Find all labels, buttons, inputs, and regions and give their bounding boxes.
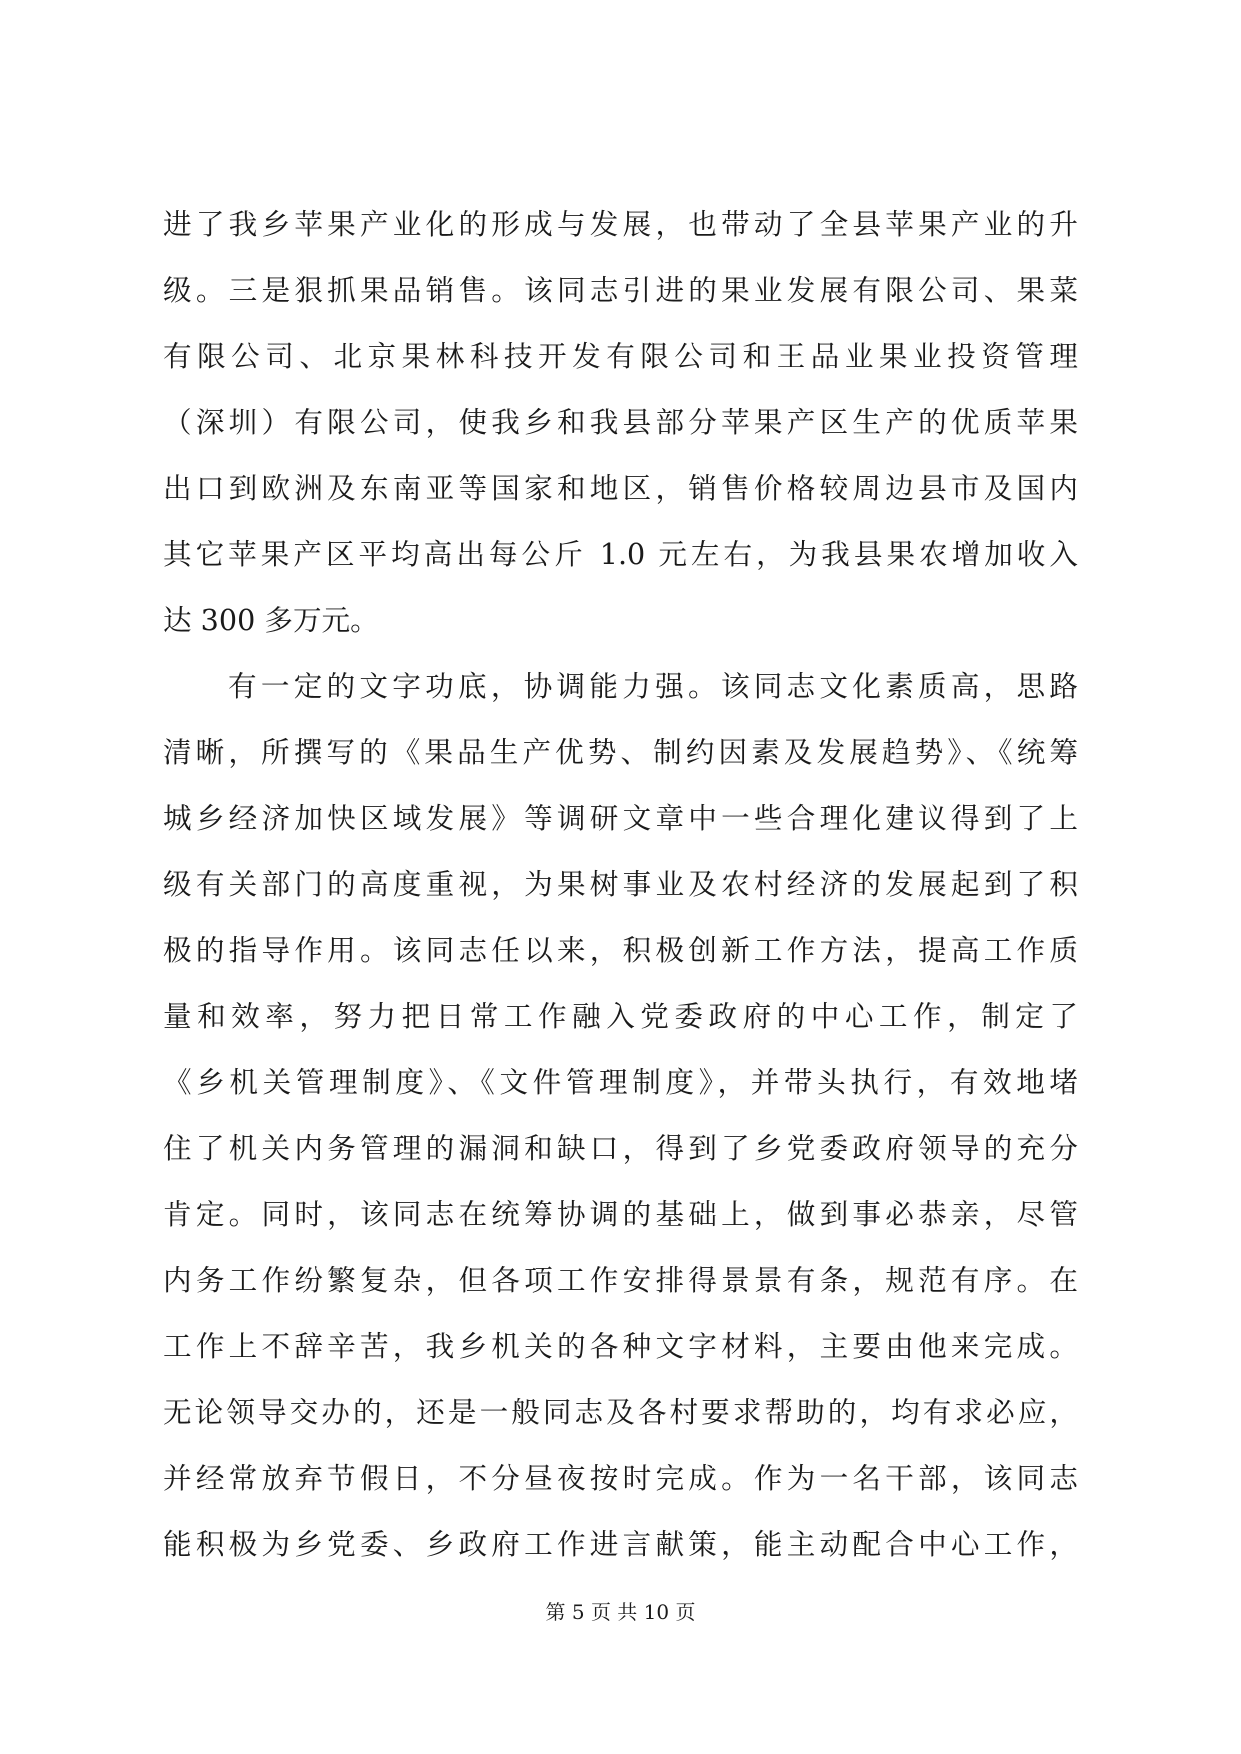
- text-line: 其它苹果产区平均高出每公斤 1.0 元左右，为我县果农增加收入: [163, 537, 1078, 571]
- text-line: 极的指导作用。该同志任以来，积极创新工作方法，提高工作质: [163, 933, 1078, 967]
- text-line: 出口到欧洲及东南亚等国家和地区，销售价格较周边县市及国内: [163, 471, 1078, 505]
- text-line: 级有关部门的高度重视，为果树事业及农村经济的发展起到了积: [163, 867, 1078, 901]
- text-line: 肯定。同时，该同志在统筹协调的基础上，做到事必恭亲，尽管: [163, 1197, 1078, 1231]
- text-line: 住了机关内务管理的漏洞和缺口，得到了乡党委政府领导的充分: [163, 1131, 1078, 1165]
- text-line: 无论领导交办的，还是一般同志及各村要求帮助的，均有求必应，: [163, 1395, 1078, 1429]
- text-line: 城乡经济加快区域发展》等调研文章中一些合理化建议得到了上: [163, 801, 1078, 835]
- text-line: 内务工作纷繁复杂，但各项工作安排得景景有条，规范有序。在: [163, 1263, 1078, 1297]
- text-line: 级。三是狠抓果品销售。该同志引进的果业发展有限公司、果菜: [163, 273, 1078, 307]
- page-number-footer: 第 5 页 共 10 页: [545, 1600, 696, 1624]
- text-line: 能积极为乡党委、乡政府工作进言献策，能主动配合中心工作，: [163, 1527, 1078, 1561]
- text-line: 达 300 多万元。: [163, 603, 379, 637]
- paragraph-first-line: 有一定的文字功底，协调能力强。该同志文化素质高，思路: [228, 669, 1078, 703]
- text-line: 《乡机关管理制度》、《文件管理制度》，并带头执行，有效地堵: [163, 1065, 1078, 1099]
- text-line: 进了我乡苹果产业化的形成与发展，也带动了全县苹果产业的升: [163, 207, 1078, 241]
- text-line: （深圳）有限公司，使我乡和我县部分苹果产区生产的优质苹果: [163, 405, 1078, 439]
- text-line: 并经常放弃节假日，不分昼夜按时完成。作为一名干部，该同志: [163, 1461, 1078, 1495]
- text-line: 工作上不辞辛苦，我乡机关的各种文字材料，主要由他来完成。: [163, 1329, 1078, 1363]
- text-line: 有限公司、北京果林科技开发有限公司和王品业果业投资管理: [163, 339, 1078, 373]
- text-line: 清晰，所撰写的《果品生产优势、制约因素及发展趋势》、《统筹: [163, 735, 1078, 769]
- text-line: 量和效率，努力把日常工作融入党委政府的中心工作，制定了: [163, 999, 1078, 1033]
